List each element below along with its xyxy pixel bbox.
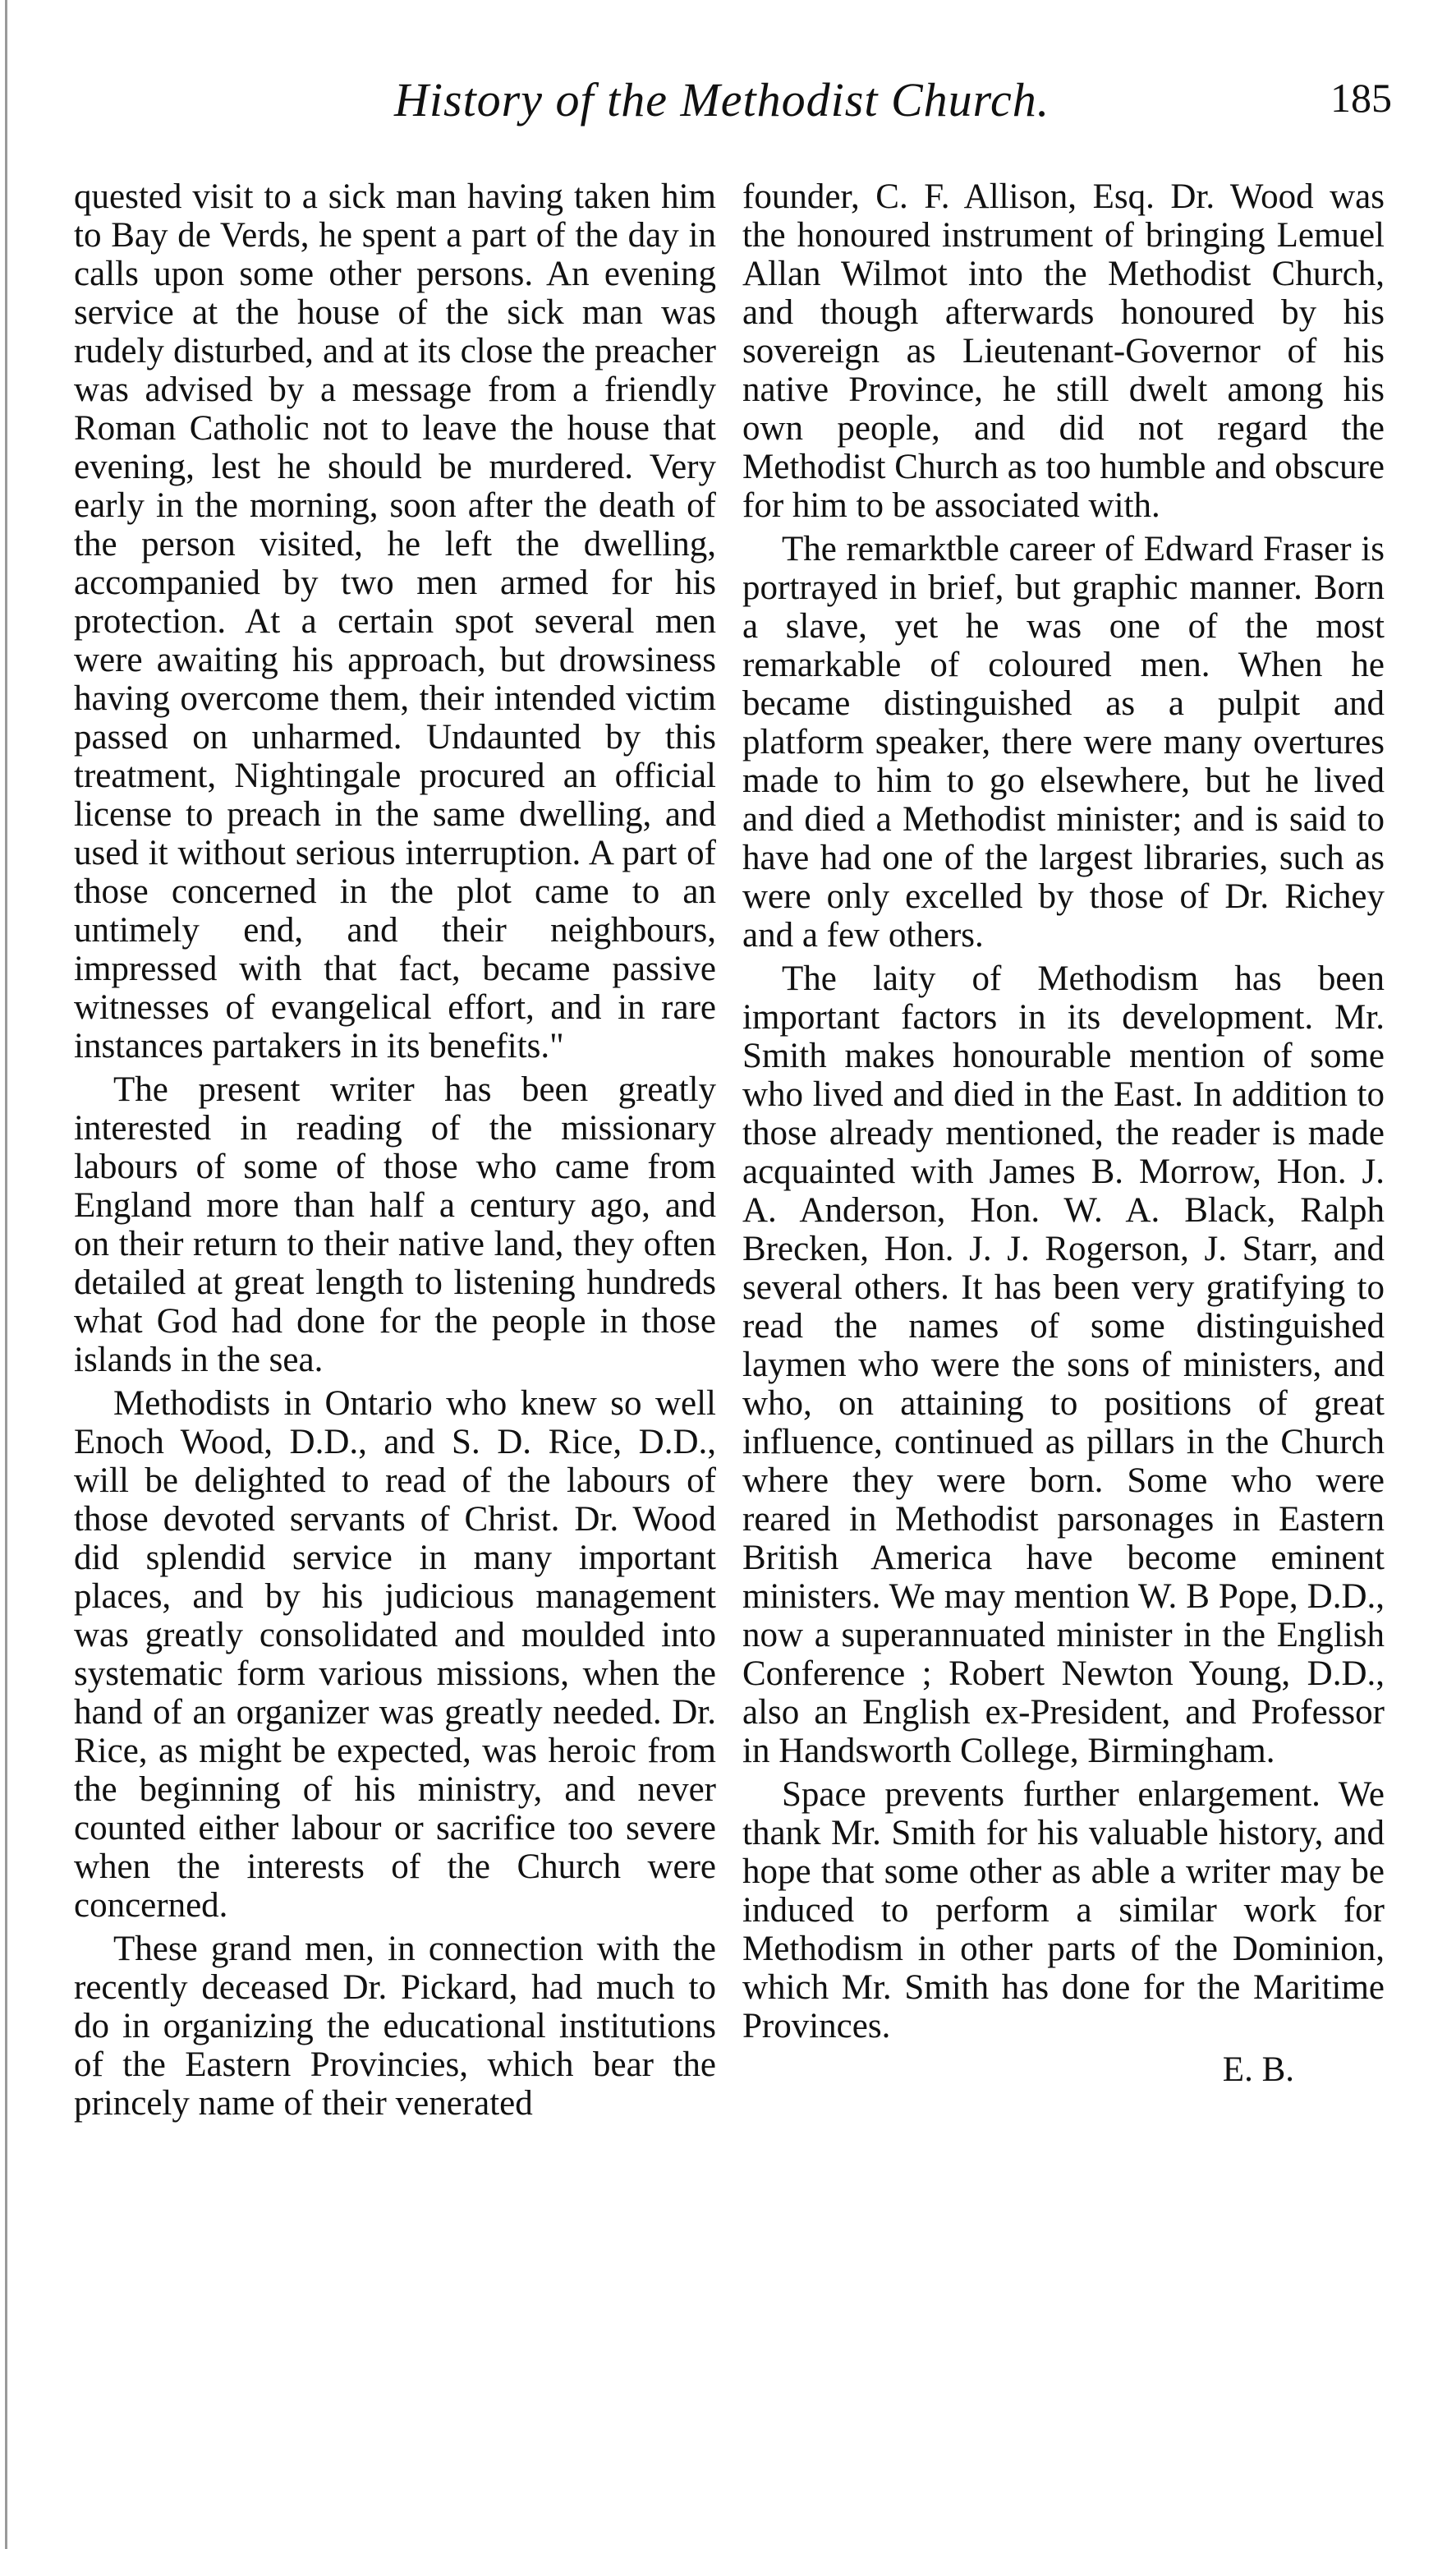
- paragraph: The present writer has been greatly interested in reading of the missionary labours of some of those who came from England more than half a century ago, and on their return to their native land, they often detailed at great length to listening hundreds what God had done for the people in those islands in the sea.: [74, 1070, 716, 1379]
- right-column: [742, 177, 1385, 2089]
- paragraph: The laity of Methodism has been important factors in its development. Mr. Smith makes honourable mention of some who lived and died in the East. In addition to those already mentioned, the reader is made acquainted with James B. Morrow, Hon. J. A. Anderson, Hon. W. A. Black, Ralph Brecken, Hon. J. J. Rogerson, J. Starr, and several others. It has been very gratifying to read the names of some distinguished laymen who were the sons of ministers, and who, on attaining to positions of great influence, continued as pillars in the Church where they were born. Some who were reared in Methodist parsonages in Eastern British America have become eminent ministers. We may mention W. B Pope, D.D., now a superannuated minister in the English Conference ; Robert Newton Young, D.D., also an English ex-President, and Professor in Handsworth College, Birmingham.: [742, 959, 1385, 1770]
- page-edge-rule: [5, 0, 7, 2549]
- paragraph: Methodists in Ontario who knew so well Enoch Wood, D.D., and S. D. Rice, D.D., will be delighted to read of the labours of those devoted servants of Christ. Dr. Wood did splendid service in many important places, and by his judicious management was greatly consolidated and moulded into systematic form various missions, when the hand of an organizer was greatly needed. Dr. Rice, as might be expected, was heroic from the beginning of his ministry, and never counted either labour or sacrifice too severe when the interests of the Church were concerned.: [74, 1384, 716, 1925]
- page-number: 185: [1330, 75, 1392, 121]
- paragraph: quested visit to a sick man having taken him to Bay de Verds, he spent a part of the day in calls upon some other persons. An evening service at the house of the sick man was rudely disturbed, and at its close the preacher was advised by a message from a friendly Roman Catholic not to leave the house that evening, lest he should be murdered. Very early in the morning, soon after the death of the person visited, he left the dwelling, accompanied by two men armed for his protection. At a certain spot several men were awaiting his approach, but drowsiness having overcome them, their intended victim passed on unharmed. Undaunted by this treatment, Nightingale procured an official license to preach in the same dwelling, and used it without serious interruption. A part of those concerned in the plot came to an untimely end, and their neighbours, impressed with that fact, became passive witnesses of evangelical effort, and in rare instances partakers in its benefits.": [74, 177, 716, 1065]
- paragraph: These grand men, in connection with the recently deceased Dr. Pickard, had much to do in organizing the educational institutions of the Eastern Provincies, which bear the princely name of their venerated: [74, 1930, 716, 2123]
- paragraph: founder, C. F. Allison, Esq. Dr. Wood was the honoured instrument of bringing Lemuel Allan Wilmot into the Methodist Church, and though afterwards honoured by his sovereign as Lieutenant-Governor of his native Province, he still dwelt among his own people, and did not regard the Methodist Church as too humble and obscure for him to be associated with.: [742, 177, 1385, 525]
- running-title: History of the Methodist Church.: [394, 73, 1050, 127]
- author-signature: E. B.: [1222, 2050, 1294, 2089]
- left-column: [74, 177, 716, 2128]
- paragraph: The remarktble career of Edward Fraser is portrayed in brief, but graphic manner. Born a slave, yet he was one of the most remarkable of coloured men. When he became distinguished as a pulpit and platform speaker, there were many overtures made to him to go elsewhere, but he lived and died a Methodist minister; and is said to have had one of the largest libraries, such as were only excelled by those of Dr. Richey and a few others.: [742, 530, 1385, 955]
- paragraph: Space prevents further enlargement. We thank Mr. Smith for his valuable history, and hope that some other as able a writer may be induced to perform a similar work for Methodism in other parts of the Dominion, which Mr. Smith has done for the Maritime Provinces.: [742, 1775, 1385, 2045]
- page-header: [66, 72, 1392, 138]
